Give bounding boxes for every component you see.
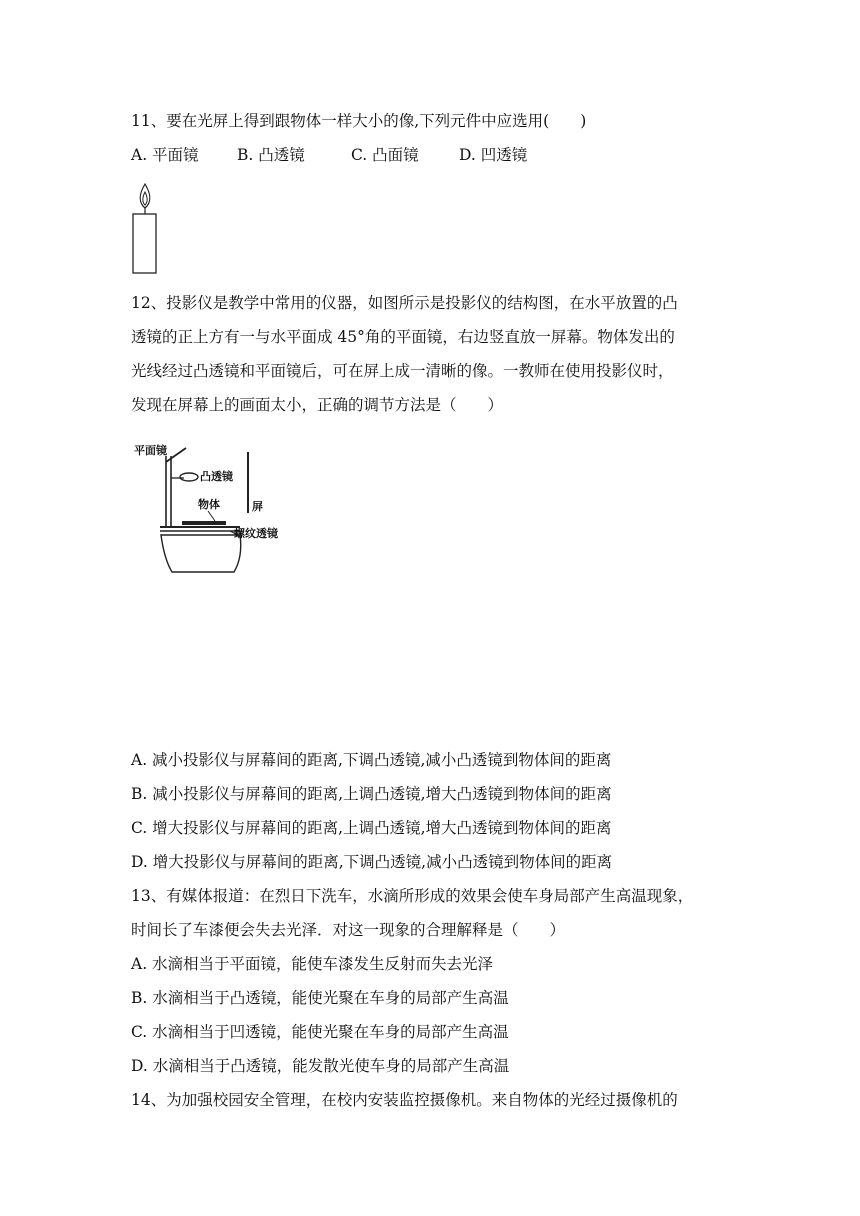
q13-option-c: C. 水滴相当于凹透镜，能使光聚在车身的局部产生高温 xyxy=(131,1023,509,1041)
q11-option-b: B. 凸透镜 xyxy=(237,146,305,164)
q11-option-a: A. 平面镜 xyxy=(131,146,199,164)
q11-options xyxy=(131,145,527,165)
q13-option-d: D. 水滴相当于凸透镜，能发散光使车身的局部产生高温 xyxy=(131,1057,510,1075)
label-convex-lens: 凸透镜 xyxy=(200,470,233,483)
candle-illustration xyxy=(128,178,164,278)
q12-option-c: C. 增大投影仪与屏幕间的距离,上调凸透镜,增大凸透镜到物体间的距离 xyxy=(131,819,612,837)
q11-stem: 11、要在光屏上得到跟物体一样大小的像,下列元件中应选用( ) xyxy=(131,112,587,130)
label-mirror: 平面镜 xyxy=(134,444,167,457)
q12-stem-line-2: 透镜的正上方有一与水平面成 45°角的平面镜，右边竖直放一屏幕。物体发出的 xyxy=(131,328,675,346)
q11-option-c: C. 凸面镜 xyxy=(351,146,419,164)
q14-stem: 14、为加强校园安全管理，在校内安装监控摄像机。来自物体的光经过摄像机的 xyxy=(131,1091,678,1109)
q13-stem-line-2: 时间长了车漆便会失去光泽．对这一现象的合理解释是（ ） xyxy=(131,921,566,939)
q11-option-d: D. 凹透镜 xyxy=(459,146,528,164)
label-object: 物体 xyxy=(198,498,220,511)
q12-option-a: A. 减小投影仪与屏幕间的距离,下调凸透镜,减小凸透镜到物体间的距离 xyxy=(131,751,612,769)
q13-option-b: B. 水滴相当于凸透镜，能使光聚在车身的局部产生高温 xyxy=(131,989,509,1007)
q12-stem-line-4: 发现在屏幕上的画面太小，正确的调节方法是（ ） xyxy=(131,396,504,414)
q13-stem-line-1: 13、有媒体报道：在烈日下洗车，水滴所形成的效果会使车身局部产生高温现象， xyxy=(131,887,694,905)
projector-diagram xyxy=(130,438,300,578)
q12-option-b: B. 减小投影仪与屏幕间的距离,上调凸透镜,增大凸透镜到物体间的距离 xyxy=(131,785,612,803)
label-screen: 屏 xyxy=(252,500,263,513)
q12-stem-line-1: 12、投影仪是教学中常用的仪器，如图所示是投影仪的结构图，在水平放置的凸 xyxy=(131,294,678,312)
q13-option-a: A. 水滴相当于平面镜，能使车漆发生反射而失去光泽 xyxy=(131,955,494,973)
q12-option-d: D. 增大投影仪与屏幕间的距离,下调凸透镜,减小凸透镜到物体间的距离 xyxy=(131,853,613,871)
label-fresnel-lens: 螺纹透镜 xyxy=(234,527,278,540)
q12-stem-line-3: 光线经过凸透镜和平面镜后，可在屏上成一清晰的像。一教师在使用投影仪时， xyxy=(131,362,674,380)
